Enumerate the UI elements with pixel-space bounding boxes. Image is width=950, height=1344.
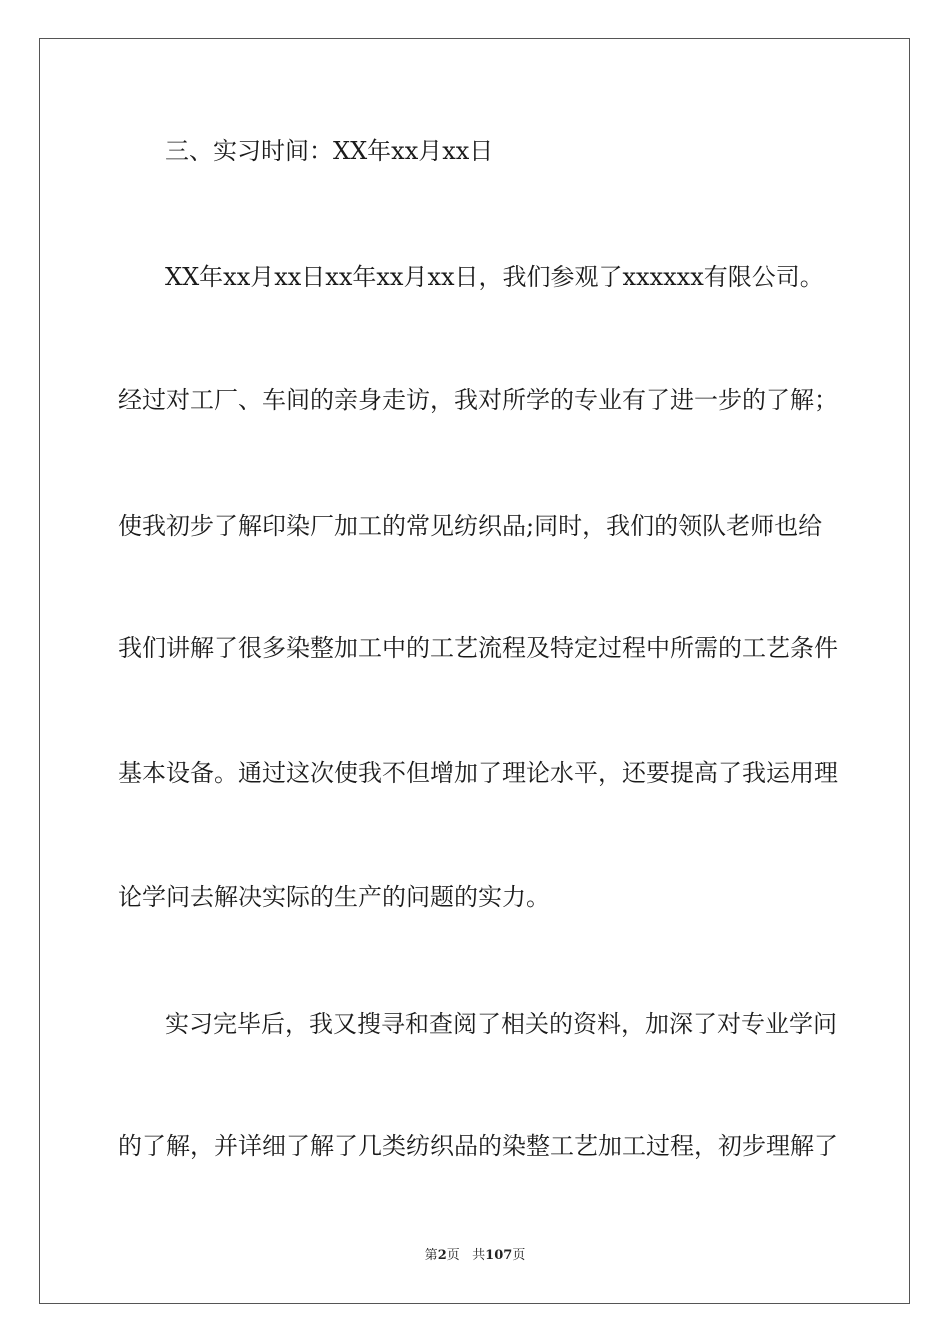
body-line-9: 的了解，并详细了解了几类纺织品的染整工艺加工过程，初步理解了 [118,1132,838,1160]
footer-total-prefix: 共 [472,1248,486,1263]
body-line-8: 实习完毕后，我又搜寻和查阅了相关的资料，加深了对专业学问 [165,1010,837,1038]
body-line-2: XX年xx月xx日xx年xx月xx日，我们参观了xxxxxx有限公司。 [165,263,824,291]
body-line-5: 我们讲解了很多染整加工中的工艺流程及特定过程中所需的工艺条件 [118,634,838,662]
footer-page-prefix: 第 [424,1248,438,1263]
footer-page-number: 2 [437,1248,447,1263]
body-line-3: 经过对工厂、车间的亲身走访，我对所学的专业有了进一步的了解； [118,386,838,414]
page-border [39,38,910,1304]
body-line-6: 基本设备。通过这次使我不但增加了理论水平，还要提高了我运用理 [118,759,838,787]
footer-page-suffix: 页 [446,1248,460,1263]
footer-total-number: 107 [485,1248,513,1263]
page-footer [0,1247,950,1265]
body-line-1: 三、实习时间：XX年xx月xx日 [165,137,494,165]
body-line-7: 论学问去解决实际的生产的问题的实力。 [118,883,550,911]
footer-total-suffix: 页 [512,1248,526,1263]
body-line-4: 使我初步了解印染厂加工的常见纺织品;同时，我们的领队老师也给 [118,512,823,540]
